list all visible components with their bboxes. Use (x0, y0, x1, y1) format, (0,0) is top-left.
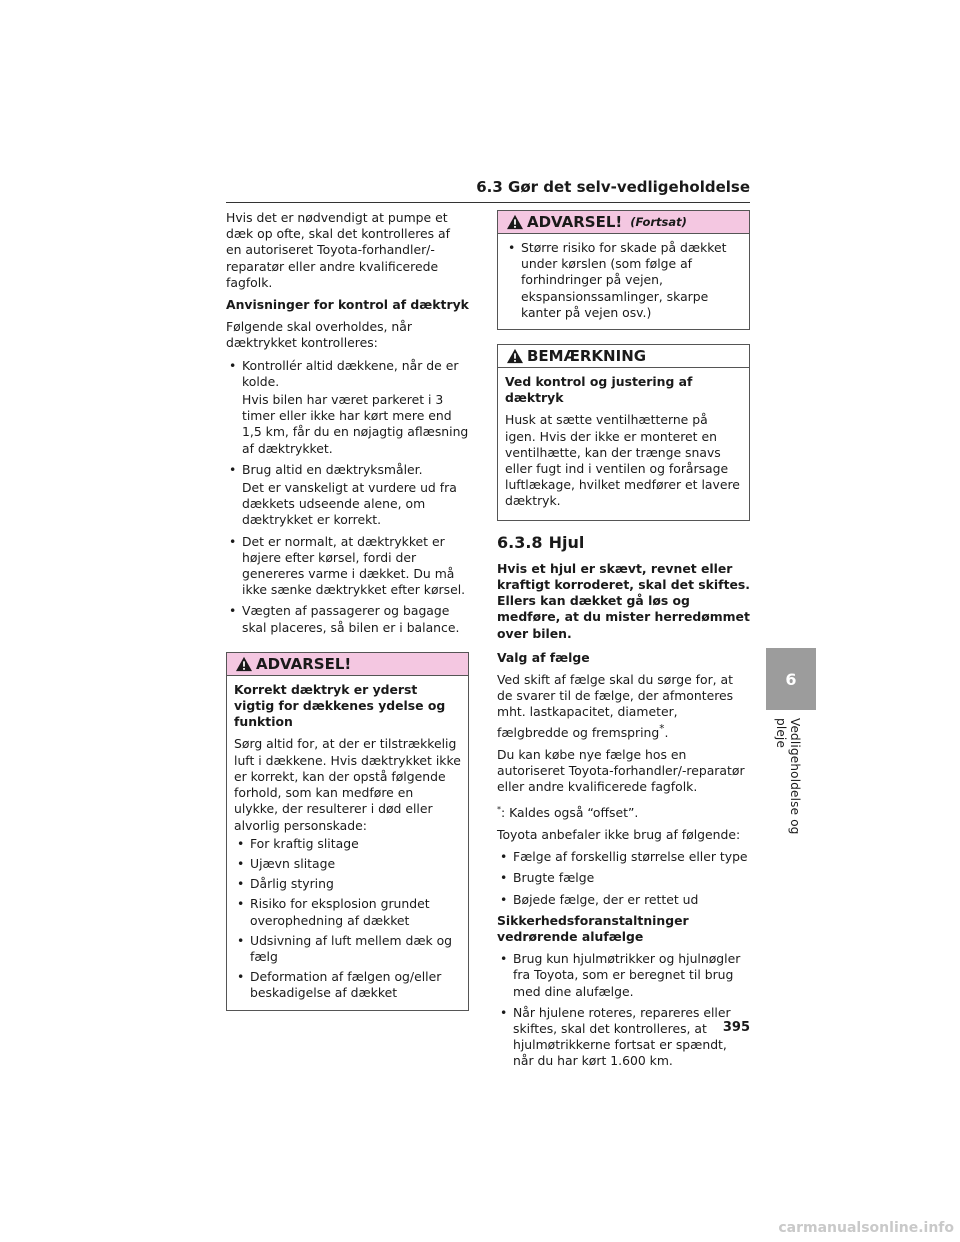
list-item: • Fælge af forskellig størrelse eller type (497, 849, 750, 865)
note-box (497, 344, 750, 521)
list-item: • Brug altid en dæktryksmåler. Det er vanskeligt at vurdere ud fra dækkets udseende alene, om dæktrykket er korrekt. (226, 462, 469, 529)
watermark: carmanualsonline.info (778, 1220, 954, 1236)
page-number: 395 (722, 1020, 750, 1035)
tire-pressure-list (226, 358, 469, 636)
chapter-tab[interactable]: 6 (766, 648, 816, 710)
list-item: • Vægten af passagerer og bagage skal placeres, så bilen er i balance. (226, 603, 469, 635)
list-item: • Når hjulene roteres, repareres eller skiftes, skal det kontrolleres, at hjulmøtrikkerne fortsat er spændt, når du har kørt 1.600 km. (497, 1005, 750, 1070)
list-item: • Brugte fælge (497, 870, 750, 886)
avoid-list (497, 849, 750, 908)
warning-title: ADVARSEL! (256, 654, 352, 673)
dealer-paragraph: Du kan købe nye fælge hos en autoriseret Toyota-forhandler/-reparatør eller andre kvalificerede fagfolk. (497, 747, 745, 795)
rim-heading: Valg af fælge (497, 649, 590, 665)
wheel-lead: Hvis et hjul er skævt, revnet eller kraftigt korroderet, skal det skiftes. Ellers kan dækket gå løs og medføre, at du mister herredømmet over bilen. (497, 560, 750, 641)
warning-heading: Korrekt dæktryk er yderst vigtig for dækkenes ydelse og funktion (234, 681, 446, 730)
warning-box-header (227, 653, 468, 676)
list-item: • Dårlig styring (234, 876, 461, 892)
warning-box-header (498, 211, 749, 234)
note-box-header (498, 345, 749, 368)
tire-pressure-heading: Anvisninger for kontrol af dæktryk (226, 297, 469, 313)
rim-paragraph: Ved skift af fælge skal du sørge for, at de svarer til de fælge, der afmonteres mht. lastkapacitet, diameter, fælgbredde og fremspring*. (497, 672, 734, 740)
alu-list (497, 951, 750, 1069)
right-column (497, 210, 750, 1075)
chapter-tab-label: Vedligeholdelse og pleje (774, 718, 802, 835)
warning-continued-box (497, 210, 750, 330)
note-icon (506, 348, 524, 364)
section-title: Hjul (548, 532, 585, 552)
warning-title: ADVARSEL! (527, 213, 623, 231)
warning-icon (506, 214, 524, 230)
list-item: • Udsivning af luft mellem dæk og fælg (234, 933, 461, 965)
list-item: • Det er normalt, at dæktrykket er højere efter kørsel, fordi der genereres varme i dækket. Du må ikke sænke dæktrykket efter kørsel. (226, 534, 469, 599)
avoid-lead: Toyota anbefaler ikke brug af følgende: (497, 826, 741, 842)
warning-icon (235, 656, 253, 672)
running-header: 6.3 Gør det selv-vedligeholdelse (226, 178, 750, 203)
warning-list (234, 836, 461, 1002)
footnote: *: Kaldes også “offset”. (497, 804, 639, 820)
warning-box (226, 652, 469, 1011)
intro-paragraph: Hvis det er nødvendigt at pumpe et dæk op ofte, skal det kontrolleres af en autoriseret Toyota-forhandler/-reparatør eller andre kvalificerede fagfolk. (226, 210, 451, 290)
list-item: • Brug kun hjulmøtrikker og hjulnøgler fra Toyota, som er beregnet til brug med dine alufælge. (497, 951, 750, 1000)
note-heading: Ved kontrol og justering af dæktryk (505, 374, 693, 406)
warning-body: Sørg altid for, at der er tilstrækkelig luft i dækkene. Hvis dæktrykket ikke er korrekt, kan der opstå følgende forhold, som kan medføre en ulykke, der resulterer i død eller alvorlig personskade: (234, 736, 461, 833)
list-item: • Bøjede fælge, der er rettet ud (497, 892, 750, 908)
warning-list (505, 240, 742, 321)
left-column (226, 210, 469, 1025)
section-heading (497, 532, 750, 552)
note-body: Husk at sætte ventilhætterne på igen. Hvis der ikke er monteret en ventilhætte, kan der trænge snavs eller fugt ind i ventilen og forårsage luftlækage, hvilket medfører et lavere dæktryk. (505, 412, 740, 509)
list-item: • Ujævn slitage (234, 856, 461, 872)
continued-label: (Fortsat) (630, 215, 687, 229)
list-item: • Større risiko for skade på dækket under kørslen (som følge af forhindringer på vejen, ekspansionssamlinger, skarpe kanter på vejen osv.) (505, 240, 742, 321)
alu-heading: Sikkerhedsforanstaltninger vedrørende alufælge (497, 912, 689, 944)
section-number: 6.3.8 (497, 532, 543, 552)
list-item: • For kraftig slitage (234, 836, 461, 852)
list-item: • Risiko for eksplosion grundet overophedning af dækket (234, 896, 461, 928)
list-item: • Deformation af fælgen og/eller beskadigelse af dækket (234, 969, 461, 1001)
note-title: BEMÆRKNING (527, 347, 647, 366)
list-item: • Kontrollér altid dækkene, når de er kolde. Hvis bilen har været parkeret i 3 timer eller ikke har kørt mere end 1,5 km, får du en nøjagtig aflæsning af dæktrykket. (226, 358, 469, 457)
tire-pressure-lead: Følgende skal overholdes, når dæktrykket kontrolleres: (226, 319, 412, 351)
